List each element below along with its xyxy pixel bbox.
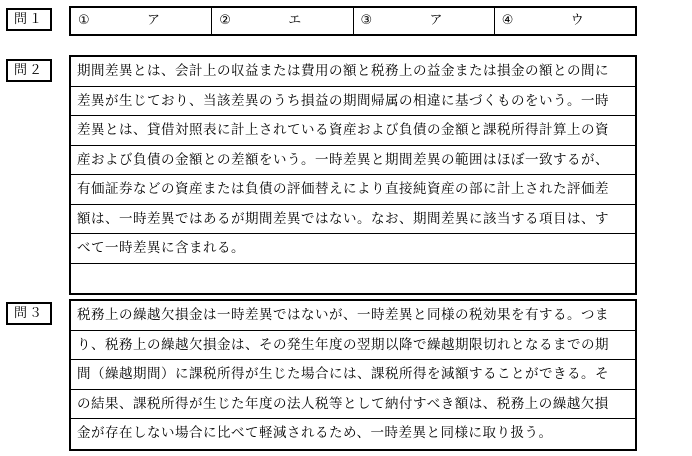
q3-line: り、税務上の繰越欠損金は、その発生年度の翌期以降で繰越期限切れとなるまでの期 — [71, 331, 635, 361]
q2-line: 差異が生じており、当該差異のうち損益の期間帰属の相違に基づくものをいう。一時 — [71, 87, 635, 117]
q2-line: 額は、一時差異ではあるが期間差異ではない。なお、期間差異に該当する項目は、す — [71, 205, 635, 235]
q1-answer-2 — [212, 8, 353, 34]
q3-line: 税務上の繰越欠損金は一時差異ではないが、一時差異と同様の税効果を有する。つま — [71, 301, 635, 331]
q2-label: 問２ — [6, 59, 52, 82]
q1-answer-4-value: ウ — [570, 13, 584, 28]
q1-answer-2-number: ② — [219, 13, 231, 28]
q1-answer-1-value: ア — [147, 13, 161, 28]
q2-line: 有価証券などの資産または負債の評価替えにより直接純資産の部に計上された評価差 — [71, 175, 635, 205]
q2-line: 産および負債の金額との差額をいう。一時差異と期間差異の範囲はほぼ一致するが、 — [71, 146, 635, 176]
q2-line: 期間差異とは、会計上の収益または費用の額と税務上の益金または損金の額との間に — [71, 57, 635, 87]
q1-answer-4-number: ④ — [501, 13, 514, 28]
q1-answer-2-value: エ — [288, 13, 302, 28]
q1-answer-3-number: ③ — [360, 13, 373, 28]
q3-line: 金が存在しない場合に比べて軽減されるため、一時差異と同様に取り扱う。 — [77, 425, 553, 441]
q1-answer-4 — [495, 8, 635, 34]
q3-answer-box — [69, 299, 637, 451]
q1-label: 問１ — [6, 8, 52, 31]
q3-label: 問３ — [6, 302, 52, 325]
q2-line-empty — [71, 264, 635, 294]
q1-answer-1 — [71, 8, 212, 34]
q2-line: 差異とは、貸借対照表に計上されている資産および負債の金額と課税所得計算上の資 — [71, 116, 635, 146]
q2-line: べて一時差異に含まれる。 — [71, 234, 635, 264]
q1-answer-3 — [354, 8, 495, 34]
q1-answer-1-number: ① — [78, 13, 90, 28]
q1-answer-3-value: ア — [429, 13, 443, 28]
q3-line: の結果、課税所得が生じた年度の法人税等として納付すべき額は、税務上の繰越欠損 — [71, 390, 635, 420]
q3-line: 間（繰越期間）に課税所得が生じた場合には、課税所得を減額することができる。そ — [71, 360, 635, 390]
q2-answer-box — [69, 55, 637, 295]
q1-answer-box — [69, 6, 637, 36]
